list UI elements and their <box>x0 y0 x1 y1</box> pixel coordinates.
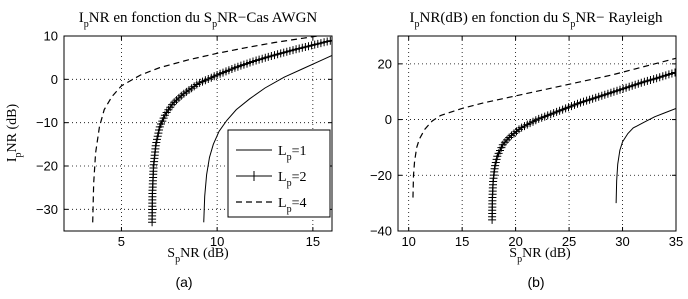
x-axis-label-b: $S_pNR$ (dB) <box>509 246 571 265</box>
y-tick-label: −30 <box>35 201 58 217</box>
chart-b <box>370 10 683 290</box>
x-tick-label: 15 <box>454 234 470 249</box>
legend-entry-1: $L_p=1$ <box>278 144 307 163</box>
y-tick-label: −40 <box>369 223 392 239</box>
y-axis-label-a: $I_pNR$ (dB) <box>5 103 24 163</box>
legend-entry-3: $L_p=4$ <box>278 196 307 215</box>
plot-frame-b <box>398 36 676 231</box>
chart-title-a: $I_pNR$ en fonction du $S_pNR-Cas$ AWGN <box>78 10 318 30</box>
series-line-plus <box>492 72 676 220</box>
x-axis-label-a: $S_pNR$ (dB) <box>167 246 229 265</box>
x-tick-label: 25 <box>561 234 577 249</box>
series-group-b <box>413 58 679 224</box>
x-tick-label: 10 <box>401 234 416 249</box>
caption-b: (b) <box>527 274 545 290</box>
x-tick-label: 20 <box>508 234 523 249</box>
y-tick-label: −20 <box>369 167 392 183</box>
chart-a <box>5 10 334 290</box>
grid-b <box>398 36 676 231</box>
legend-entry-2: $L_p=2$ <box>278 170 307 189</box>
y-tick-label: 0 <box>384 112 392 128</box>
series-line-dashed <box>413 58 676 197</box>
y-tick-label: −20 <box>35 158 58 174</box>
x-tick-label: 15 <box>305 234 321 249</box>
y-tick-label: 10 <box>43 28 58 44</box>
x-tick-label: 30 <box>615 234 630 249</box>
chart-title-b: $I_pNR(dB)$ en fonction du $S_pNR-$ Rayleigh <box>409 10 663 30</box>
x-tick-label: 35 <box>668 234 684 249</box>
series-line-solid <box>616 108 676 203</box>
y-tick-label: −10 <box>35 115 58 131</box>
x-tick-label: 5 <box>117 234 126 249</box>
y-tick-label: 20 <box>377 56 392 72</box>
legend-a <box>228 130 330 217</box>
series-markers-plus <box>488 69 679 224</box>
series-clip-group <box>413 58 679 224</box>
caption-a: (a) <box>175 274 193 290</box>
y-tick-label: 0 <box>50 71 58 87</box>
ticks-b <box>370 36 683 249</box>
x-tick-label: 10 <box>209 234 225 249</box>
